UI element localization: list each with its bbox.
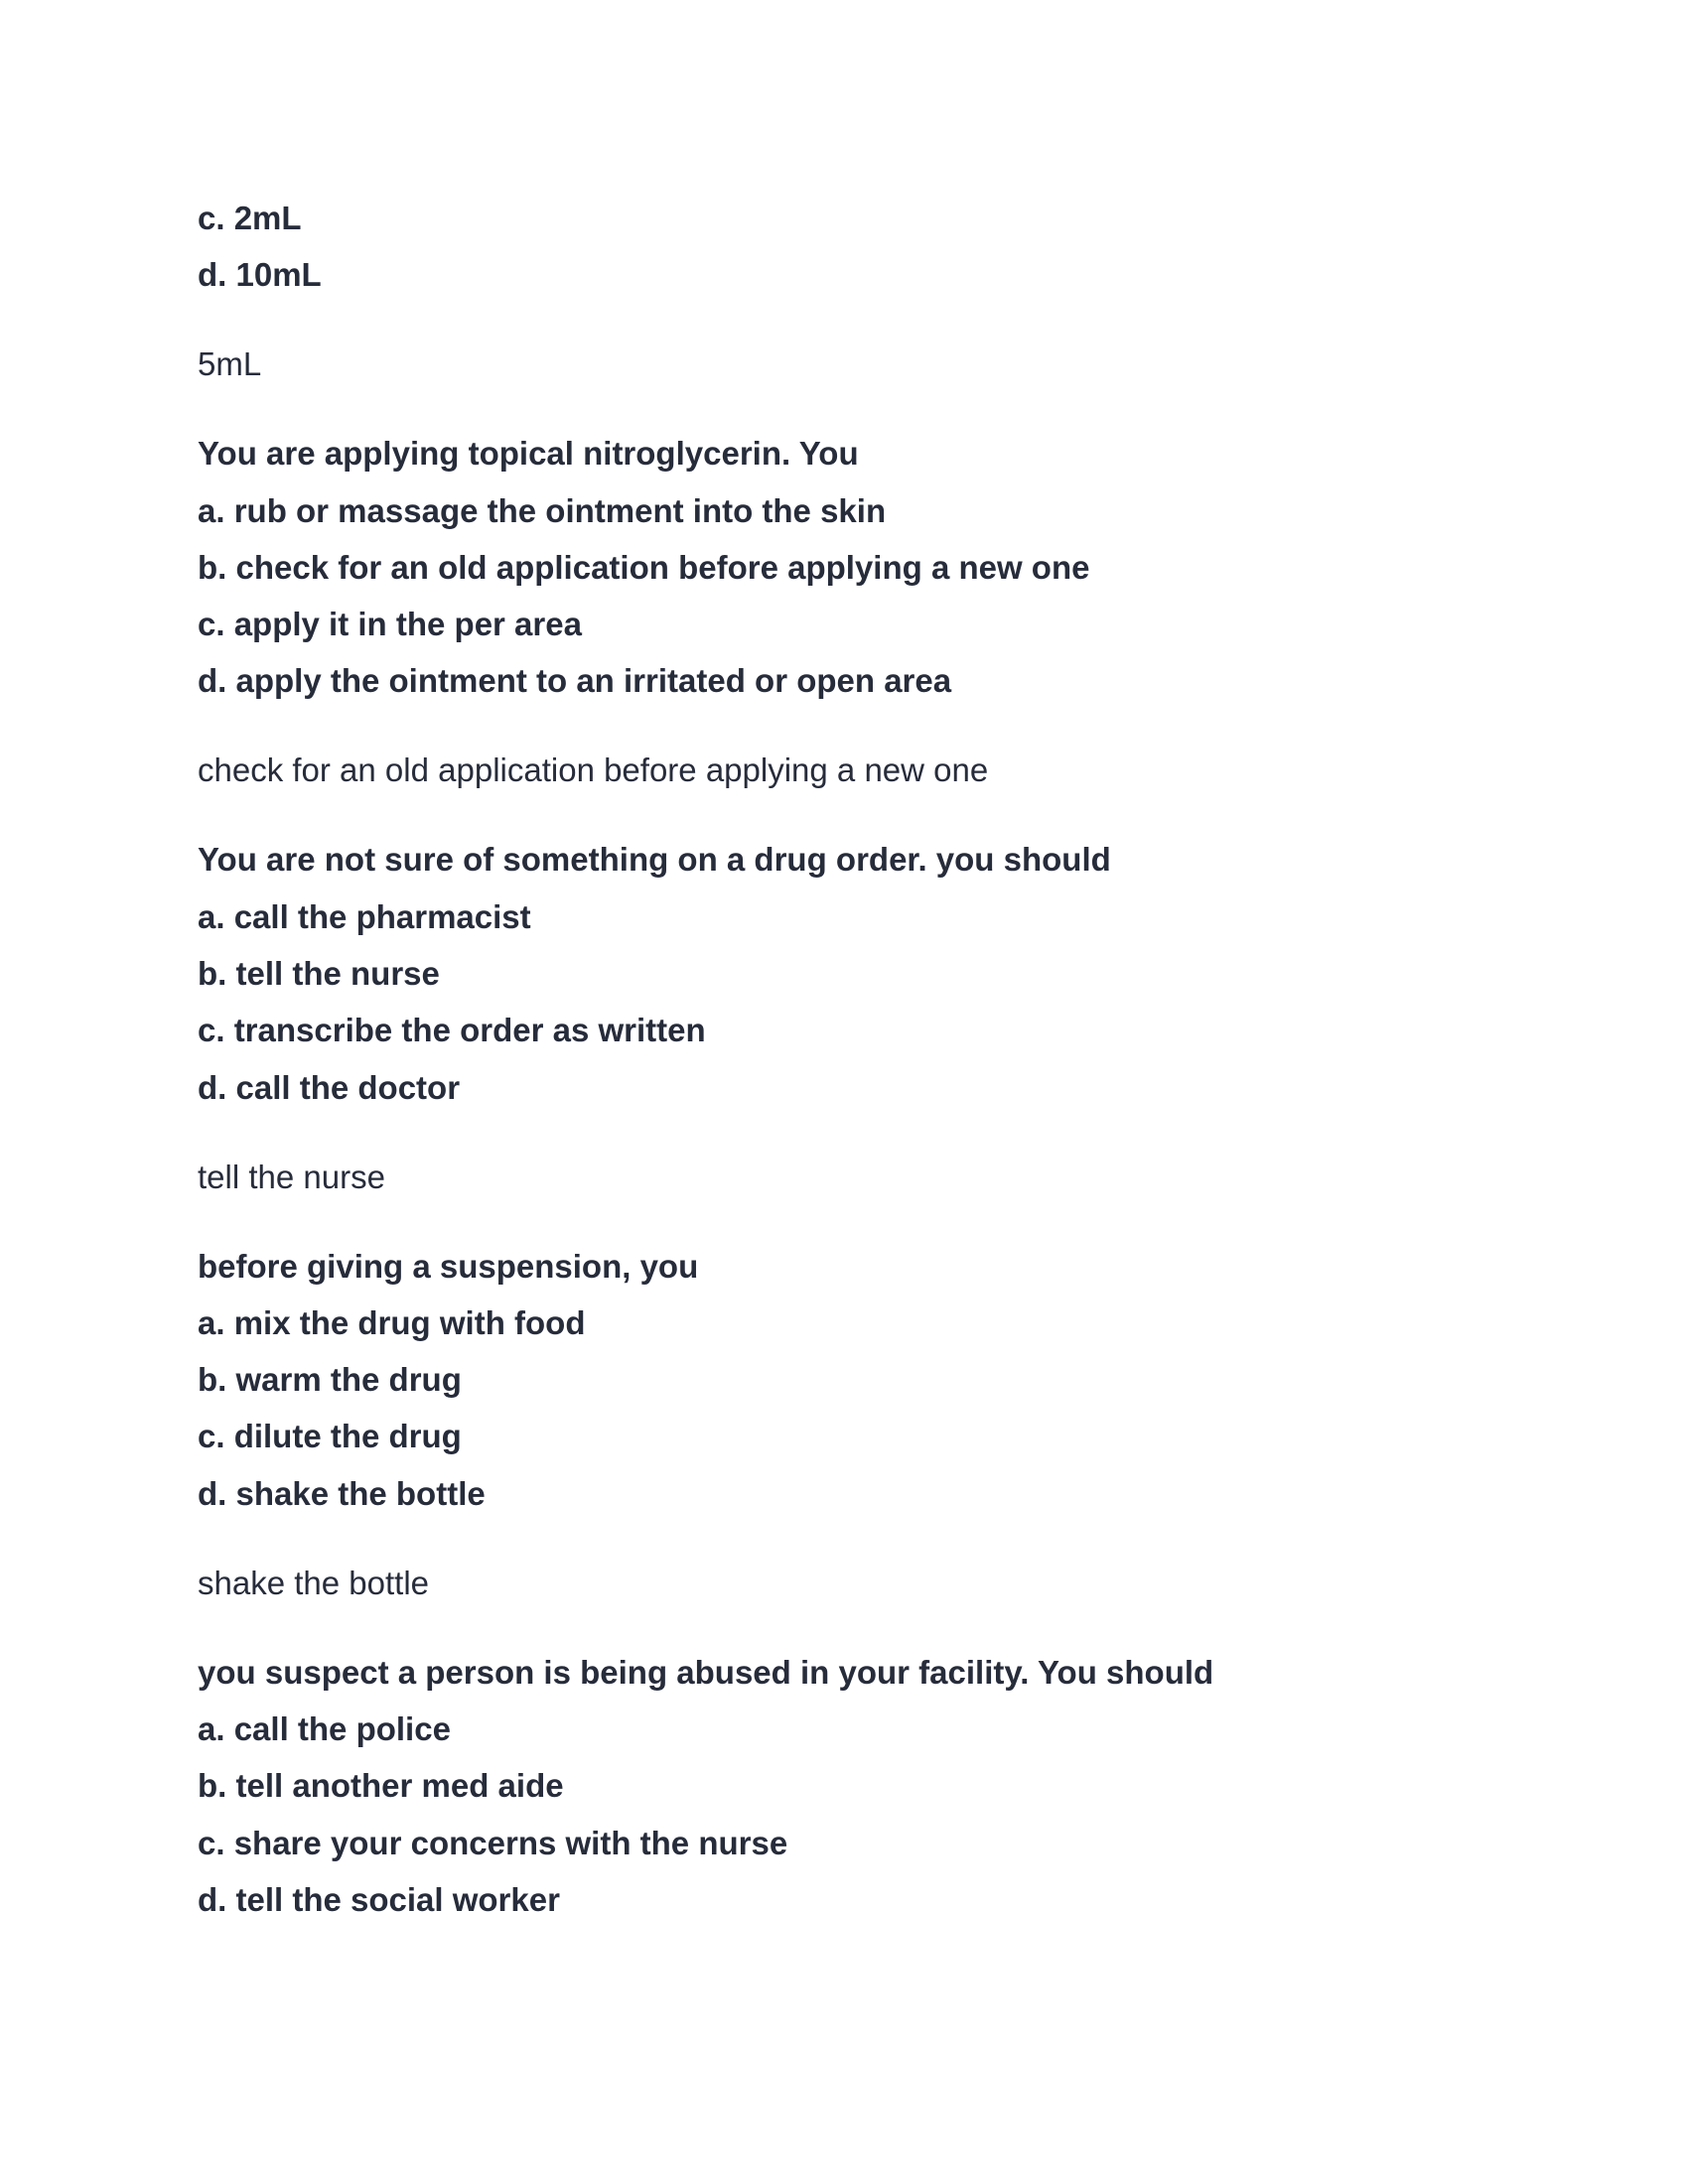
option-c: c. 2mL xyxy=(198,200,302,236)
answer-text: 5mL xyxy=(198,345,262,383)
option-d: d. tell the social worker xyxy=(198,1880,560,1918)
option-b: b. warm the drug xyxy=(198,1361,462,1399)
question-prompt: before giving a suspension, you xyxy=(198,1247,699,1285)
option-d: d. call the doctor xyxy=(198,1068,461,1106)
document-page xyxy=(198,190,1488,1928)
option-b: b. tell another med aide xyxy=(198,1767,564,1805)
option-d: d. 10mL xyxy=(198,256,322,294)
question-block xyxy=(198,1238,1488,1522)
option-a: a. call the police xyxy=(198,1710,451,1748)
option-c: c. apply it in the per area xyxy=(198,606,582,643)
option-a: a. mix the drug with food xyxy=(198,1303,586,1341)
question-prompt: you suspect a person is being abused in your facility. You should xyxy=(198,1653,1214,1691)
answer-text: check for an old application before applying a new one xyxy=(198,751,989,789)
answer-text: tell the nurse xyxy=(198,1158,385,1195)
option-c: c. dilute the drug xyxy=(198,1418,462,1455)
question-prompt: You are not sure of something on a drug order. you should xyxy=(198,841,1111,879)
option-c: c. share your concerns with the nurse xyxy=(198,1824,788,1861)
option-c: c. transcribe the order as written xyxy=(198,1012,706,1049)
option-b: b. check for an old application before applying a new one xyxy=(198,548,1090,586)
answer-text: shake the bottle xyxy=(198,1564,429,1601)
question-block xyxy=(198,1644,1488,1928)
option-d: d. shake the bottle xyxy=(198,1474,486,1512)
question-block xyxy=(198,831,1488,1115)
option-a: a. call the pharmacist xyxy=(198,897,531,935)
option-a: a. rub or massage the ointment into the skin xyxy=(198,491,887,529)
option-b: b. tell the nurse xyxy=(198,955,440,993)
option-d: d. apply the ointment to an irritated or open area xyxy=(198,662,952,700)
question-prompt: You are applying topical nitroglycerin. You xyxy=(198,435,859,473)
question-block xyxy=(198,425,1488,709)
carryover-question xyxy=(198,190,1488,304)
